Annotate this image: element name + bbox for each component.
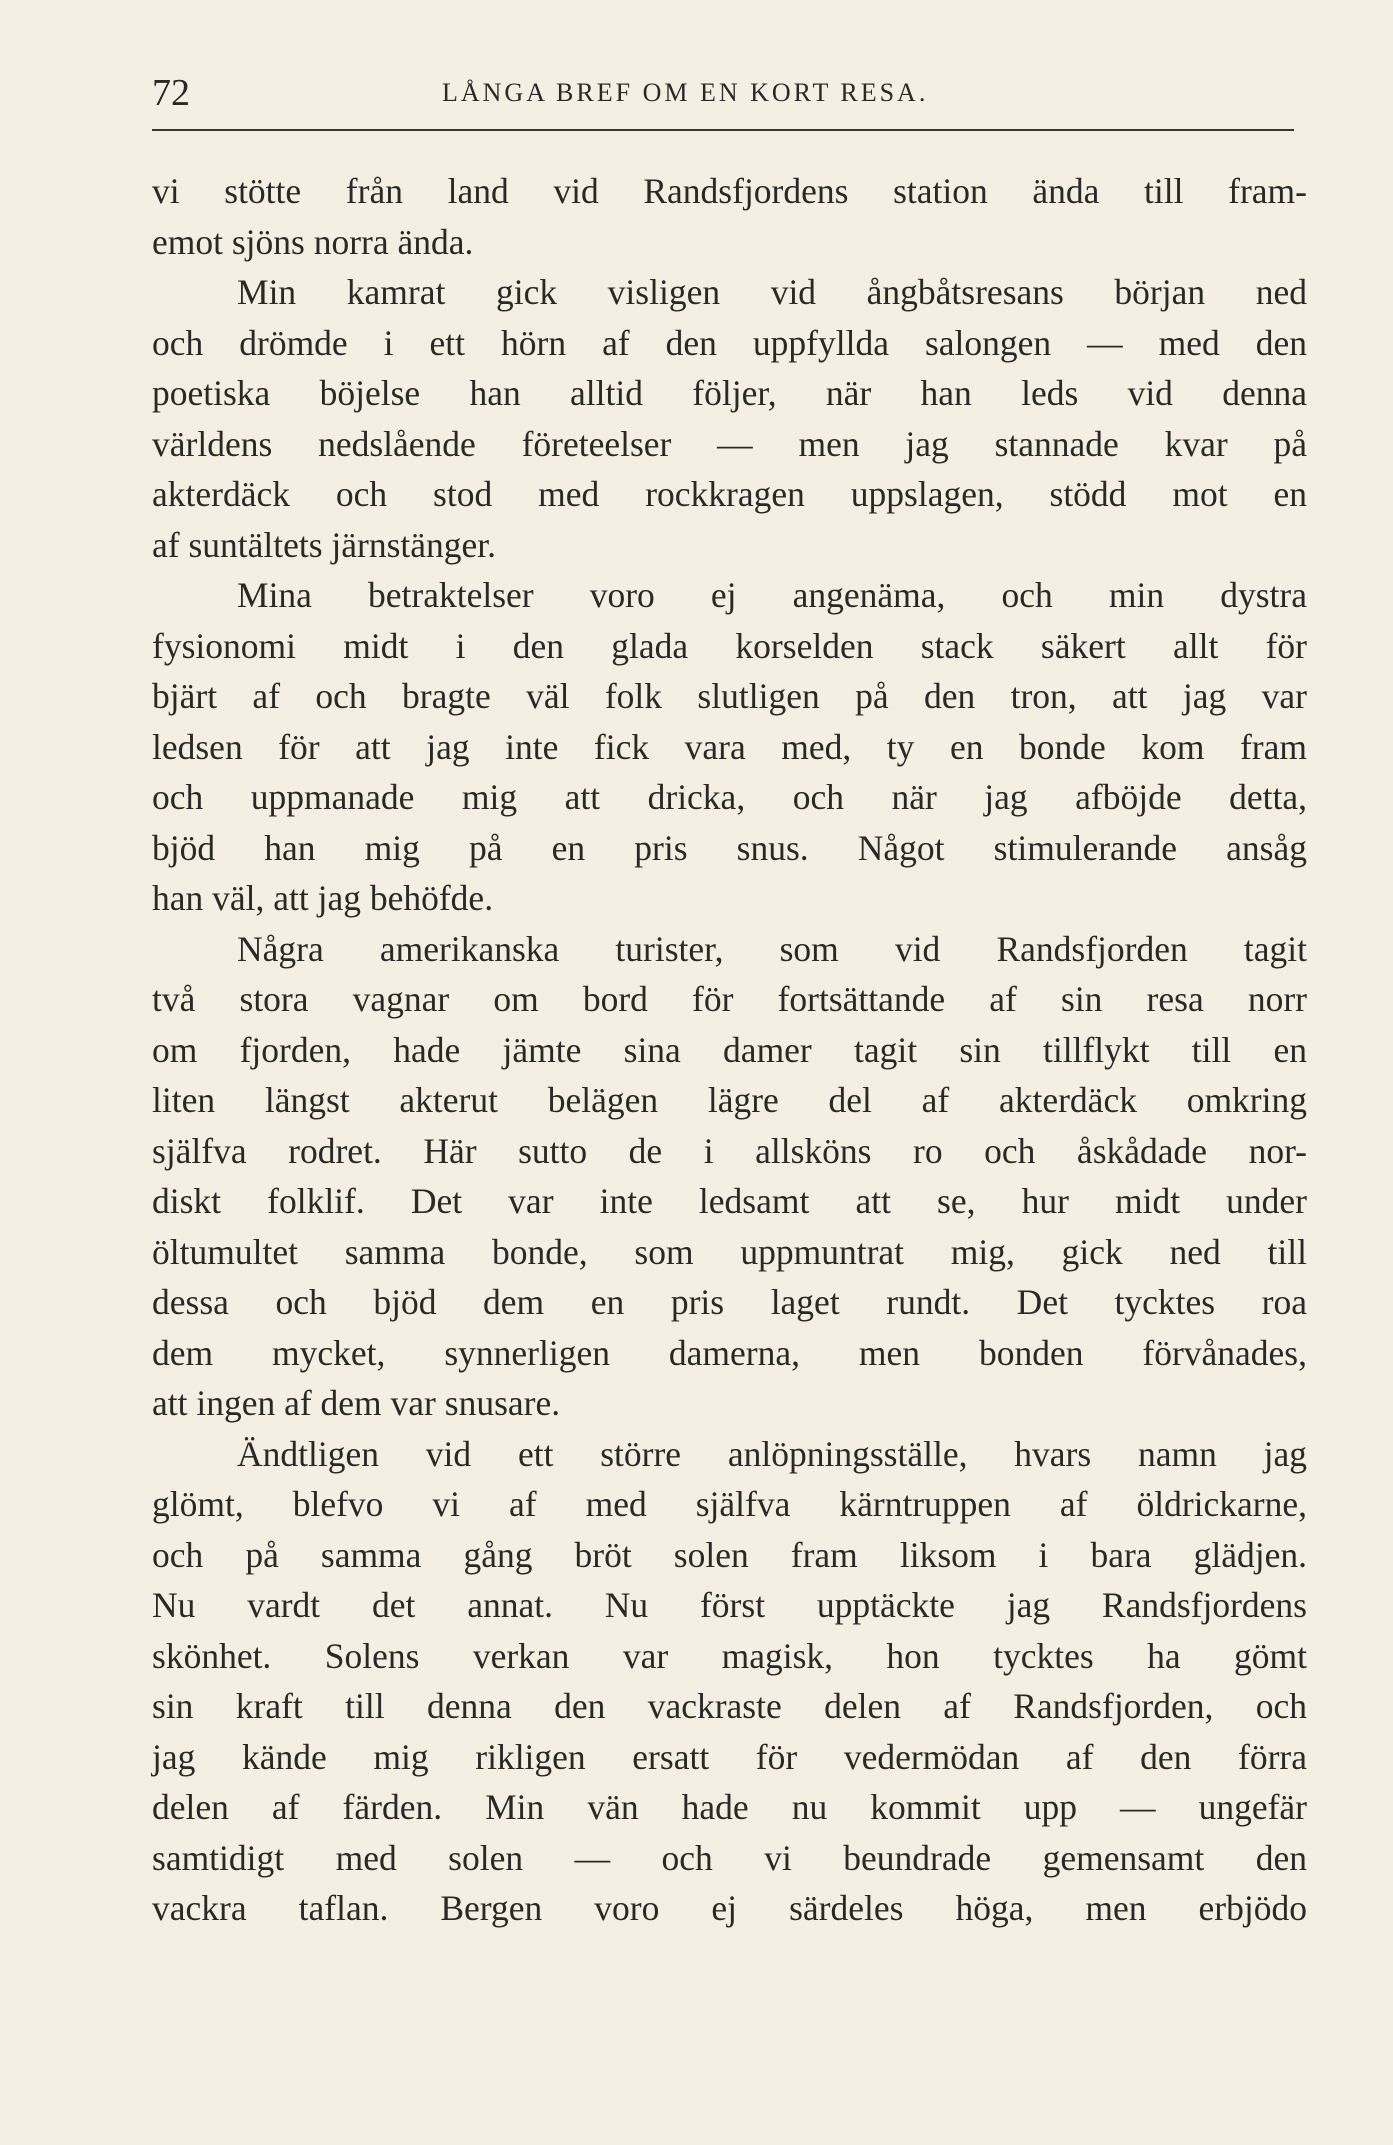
text-line: och uppmanade mig att dricka, och när jag afböjde detta,: [152, 777, 1307, 817]
text-line: af suntältets järnstänger.: [152, 524, 497, 565]
paragraph: [152, 1429, 1307, 1934]
text-line: två stora vagnar om bord för fortsättande af sin resa norr: [152, 979, 1307, 1019]
running-head: [152, 68, 1294, 118]
text-line: dem mycket, synnerligen damerna, men bonden förvånades,: [152, 1332, 1307, 1373]
text-line: bjöd han mig på en pris snus. Något stimulerande ansåg: [152, 827, 1307, 868]
text-line: vi stötte från land vid Randsfjordens station ända till fram-: [152, 171, 1307, 211]
paragraph: [152, 924, 1307, 1429]
paragraph: [152, 570, 1307, 924]
text-line: fysionomi midt i den glada korselden stack säkert allt för: [152, 625, 1307, 666]
text-line: Mina betraktelser voro ej angenäma, och min dystra: [237, 575, 1307, 615]
text-line: världens nedslående företeelser — men jag stannade kvar på: [152, 423, 1307, 464]
paragraph: [152, 166, 1307, 267]
text-line: öltumultet samma bonde, som uppmuntrat mig, gick ned till: [152, 1231, 1307, 1272]
text-line: ledsen för att jag inte fick vara med, ty en bonde kom fram: [152, 726, 1307, 767]
text-line: emot sjöns norra ända.: [152, 221, 474, 262]
text-line: Ändtligen vid ett större anlöpningsställe, hvars namn jag: [237, 1433, 1307, 1474]
text-line: akterdäck och stod med rockkragen uppslagen, stödd mot en: [152, 474, 1307, 514]
text-line: Några amerikanska turister, som vid Randsfjorden tagit: [237, 928, 1307, 969]
paragraph: [152, 267, 1307, 570]
text-line: samtidigt med solen — och vi beundrade gemensamt den: [152, 1837, 1307, 1878]
running-title: LÅNGA BREF OM EN KORT RESA.: [442, 78, 929, 107]
text-line: liten längst akterut belägen lägre del af akterdäck omkring: [152, 1080, 1307, 1120]
text-line: vackra taflan. Bergen voro ej särdeles höga, men erbjödo: [152, 1888, 1307, 1928]
text-line: om fjorden, hade jämte sina damer tagit sin tillflykt till en: [152, 1029, 1307, 1070]
text-line: Min kamrat gick visligen vid ångbåtsresans början ned: [237, 272, 1307, 312]
text-line: poetiska böjelse han alltid följer, när han leds vid denna: [152, 373, 1307, 413]
text-line: Nu vardt det annat. Nu först upptäckte jag Randsfjordens: [152, 1585, 1307, 1625]
text-line: att ingen af dem var snusare.: [152, 1383, 561, 1423]
text-line: och drömde i ett hörn af den uppfyllda salongen — med den: [152, 322, 1307, 363]
text-line: sin kraft till denna den vackraste delen af Randsfjorden, och: [152, 1686, 1307, 1726]
text-line: delen af färden. Min vän hade nu kommit upp — ungefär: [152, 1787, 1307, 1827]
text-line: glömt, blefvo vi af med själfva kärntruppen af öldrickarne,: [152, 1484, 1307, 1524]
header-rule: [152, 129, 1294, 131]
text-line: bjärt af och bragte väl folk slutligen på den tron, att jag var: [152, 676, 1307, 716]
text-line: och på samma gång bröt solen fram liksom i bara glädjen.: [152, 1534, 1307, 1575]
text-line: skönhet. Solens verkan var magisk, hon tycktes ha gömt: [152, 1635, 1307, 1676]
body-text: [152, 166, 1307, 1934]
text-line: dessa och bjöd dem en pris laget rundt. Det tycktes roa: [152, 1282, 1307, 1322]
text-line: själfva rodret. Här sutto de i allsköns ro och åskådade nor-: [152, 1130, 1307, 1171]
text-line: jag kände mig rikligen ersatt för vedermödan af den förra: [152, 1736, 1307, 1777]
page-number: 72: [152, 72, 190, 114]
text-line: diskt folklif. Det var inte ledsamt att se, hur midt under: [152, 1181, 1307, 1221]
text-line: han väl, att jag behöfde.: [152, 878, 494, 918]
